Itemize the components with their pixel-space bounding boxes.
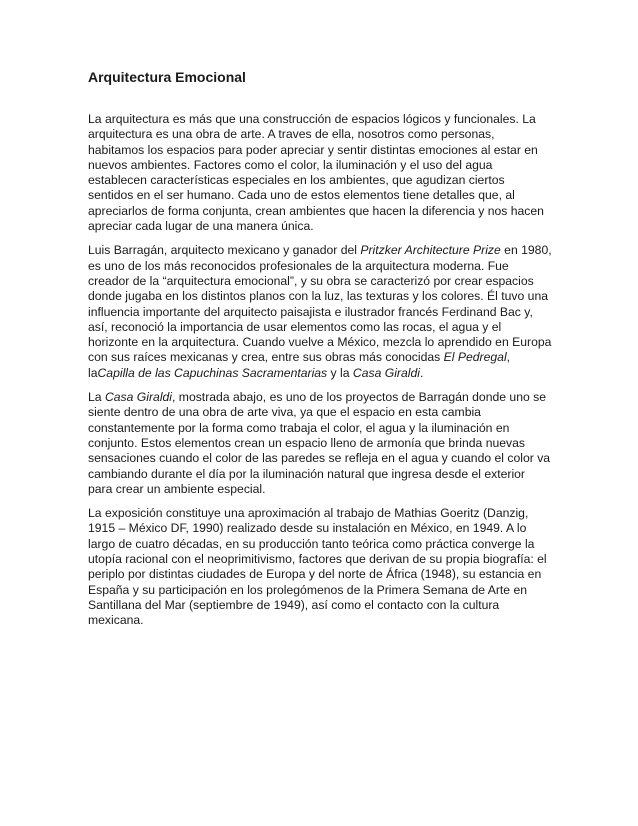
document-title: Arquitectura Emocional [88, 69, 246, 85]
work-title-capilla: Capilla de las Capuchinas Sacramentarias [97, 365, 328, 380]
paragraph-text: . [419, 365, 424, 380]
prize-name: Pritzker Architecture Prize [360, 243, 501, 258]
paragraph-intro: La arquitectura es más que una construcción de espacios lógicos y funcionales. La arquitectura es una obra de arte. A traves de ella, nosotros como personas, habitamos los espacios para poder apreciar y sentir distintas emociones al estar en nuevos ambientes. Factores como el color, la iluminación y el uso del agua establecen características especiales en los ambientes, que agudizan ciertos sentidos en el ser humano. Cada uno de estos elementos tiene detalles que, al apreciarlos de forma conjunta, crean ambientes que hacen la diferencia y nos hacen apreciar cada lugar de una manera única. [88, 112, 544, 234]
paragraph-text: y la [327, 365, 353, 380]
paragraph-text: , la [88, 350, 511, 380]
paragraph-text: La [88, 390, 105, 405]
paragraph-barragan [88, 243, 552, 381]
paragraph-casa-giraldi [88, 390, 552, 497]
document-page [88, 68, 552, 638]
work-title-casa-giraldi: Casa Giraldi [352, 365, 420, 380]
paragraph-exposicion: La exposición constituye una aproximación al trabajo de Mathias Goeritz (Danzig, 1915 – México DF, 1990) realizado desde su instalación en México, en 1949. A lo largo de cuatro décadas, en su producción tanto teórica como práctica converge la utopía racional con el neoprimitivismo, factores que derivan de su propia biografía: el periplo por distintas ciudades de Europa y del norte de África (1948), su estancia en España y su participación en los prolegómenos de la Primera Semana de Arte en Santillana del Mar (septiembre de 1949), así como el contacto con la cultura mexicana. [88, 506, 547, 628]
work-title-pedregal: El Pedregal [443, 350, 507, 365]
paragraph-text: Luis Barragán, arquitecto mexicano y ganador del [88, 243, 361, 258]
paragraph-text: en 1980, es uno de los más reconocidos profesionales de la arquitectura moderna. Fue creador de la “arquitectura emocional”, y su obra se caracterizó por crear espacios donde jugaba en los distintos planos con la luz, las texturas y los colores. Él tuvo una influencia importante del arquitecto paisajista e ilustrador francés Ferdinand Bac y, así, reconoció la importancia de usar elementos como las rocas, el agua y el horizonte en la arquitectura. Cuando vuelve a México, mezcla lo aprendido en Europa con sus raíces mexicanas y crea, entre sus obras más conocidas [88, 243, 552, 365]
paragraph-text: , mostrada abajo, es uno de los proyectos de Barragán donde uno se siente dentro de una obra de arte viva, ya que el espacio en esta cambia constantemente por la forma como trabaja el color, el agua y la iluminación en conjunto. Estos elementos crean un espacio lleno de armonía que brinda nuevas sensaciones cuando el color de las paredes se refleja en el agua y cuando el color va cambiando durante el día por la iluminación natural que ingresa desde el exterior para crear un ambiente especial. [88, 390, 551, 496]
work-title-casa-giraldi: Casa Giraldi [104, 390, 173, 405]
